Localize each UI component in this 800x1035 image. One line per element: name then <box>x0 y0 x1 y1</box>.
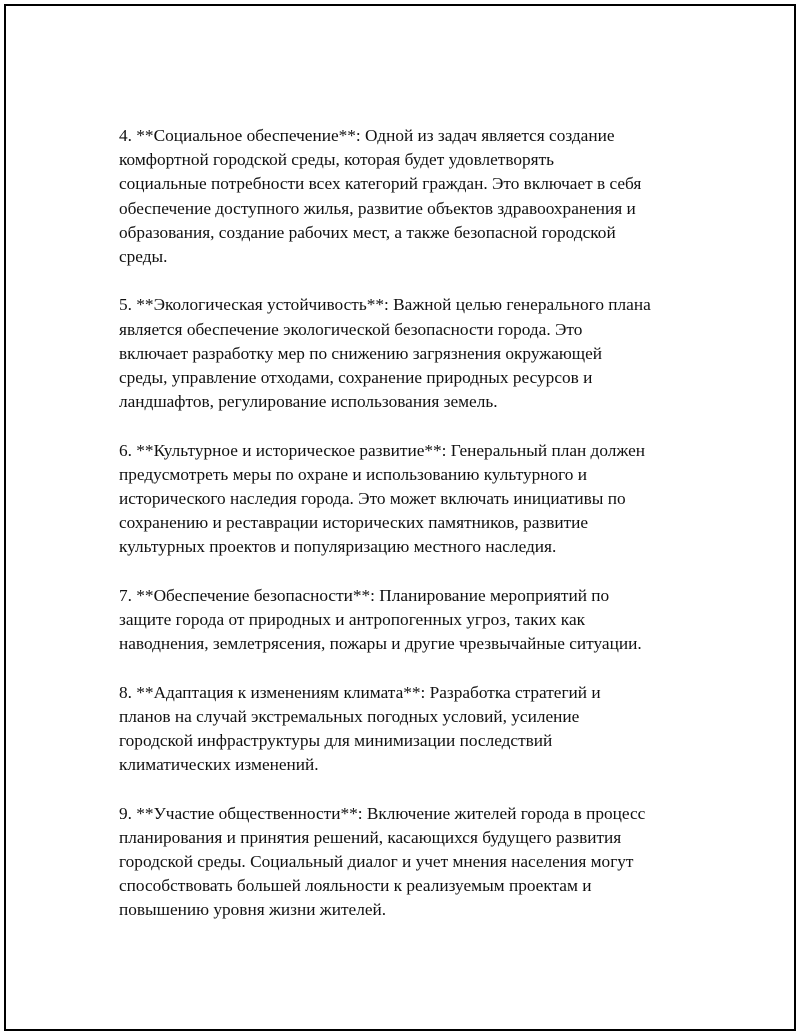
text-line: 9. **Участие общественности**: Включение жителей города в процесс <box>119 803 646 823</box>
paragraph-social-provision <box>119 124 694 269</box>
text-line: повышению уровня жизни жителей. <box>119 900 387 920</box>
text-line: комфортной городской среды, которая будет удовлетворять <box>119 150 555 170</box>
text-line: планирования и принятия решений, касающихся будущего развития <box>119 827 622 847</box>
text-line: 7. **Обеспечение безопасности**: Планирование мероприятий по <box>119 585 610 605</box>
text-line: 5. **Экологическая устойчивость**: Важной целью генерального плана <box>119 295 651 315</box>
text-line: 8. **Адаптация к изменениям климата**: Разработка стратегий и <box>119 682 601 702</box>
text-line: культурных проектов и популяризацию местного наследия. <box>119 537 557 557</box>
text-line: наводнения, землетрясения, пожары и другие чрезвычайные ситуации. <box>119 634 642 654</box>
paragraph-public-participation <box>119 802 694 923</box>
text-line: среды, управление отходами, сохранение природных ресурсов и <box>119 368 593 388</box>
page-frame <box>4 4 796 1031</box>
text-line: обеспечение доступного жилья, развитие объектов здравоохранения и <box>119 198 636 218</box>
text-line: ландшафтов, регулирование использования земель. <box>119 392 498 412</box>
text-line: планов на случай экстремальных погодных условий, усиление <box>119 706 580 726</box>
text-line: образования, создание рабочих мест, а также безопасной городской <box>119 222 616 242</box>
text-line: 4. **Социальное обеспечение**: Одной из задач является создание <box>119 126 615 145</box>
text-line: социальные потребности всех категорий граждан. Это включает в себя <box>119 174 642 194</box>
text-line: исторического наследия города. Это может включать инициативы по <box>119 489 626 509</box>
text-line: предусмотреть меры по охране и использованию культурного и <box>119 464 587 484</box>
paragraph-safety <box>119 584 694 657</box>
text-line: климатических изменений. <box>119 755 319 775</box>
document-body <box>119 124 694 947</box>
text-line: способствовать большей лояльности к реализуемым проектам и <box>119 876 592 896</box>
text-line: городской инфраструктуры для минимизации последствий <box>119 731 553 751</box>
paragraph-climate-adaptation <box>119 681 694 778</box>
text-line: сохранению и реставрации исторических памятников, развитие <box>119 513 589 533</box>
text-line: является обеспечение экологической безопасности города. Это <box>119 319 583 339</box>
text-line: 6. **Культурное и историческое развитие**: Генеральный план должен <box>119 440 646 460</box>
paragraph-ecological-sustainability <box>119 293 694 414</box>
text-line: защите города от природных и антропогенных угроз, таких как <box>119 610 586 630</box>
text-line: среды. <box>119 247 168 267</box>
text-line: городской среды. Социальный диалог и учет мнения населения могут <box>119 852 634 872</box>
text-line: включает разработку мер по снижению загрязнения окружающей <box>119 343 602 363</box>
paragraph-cultural-development <box>119 439 694 560</box>
